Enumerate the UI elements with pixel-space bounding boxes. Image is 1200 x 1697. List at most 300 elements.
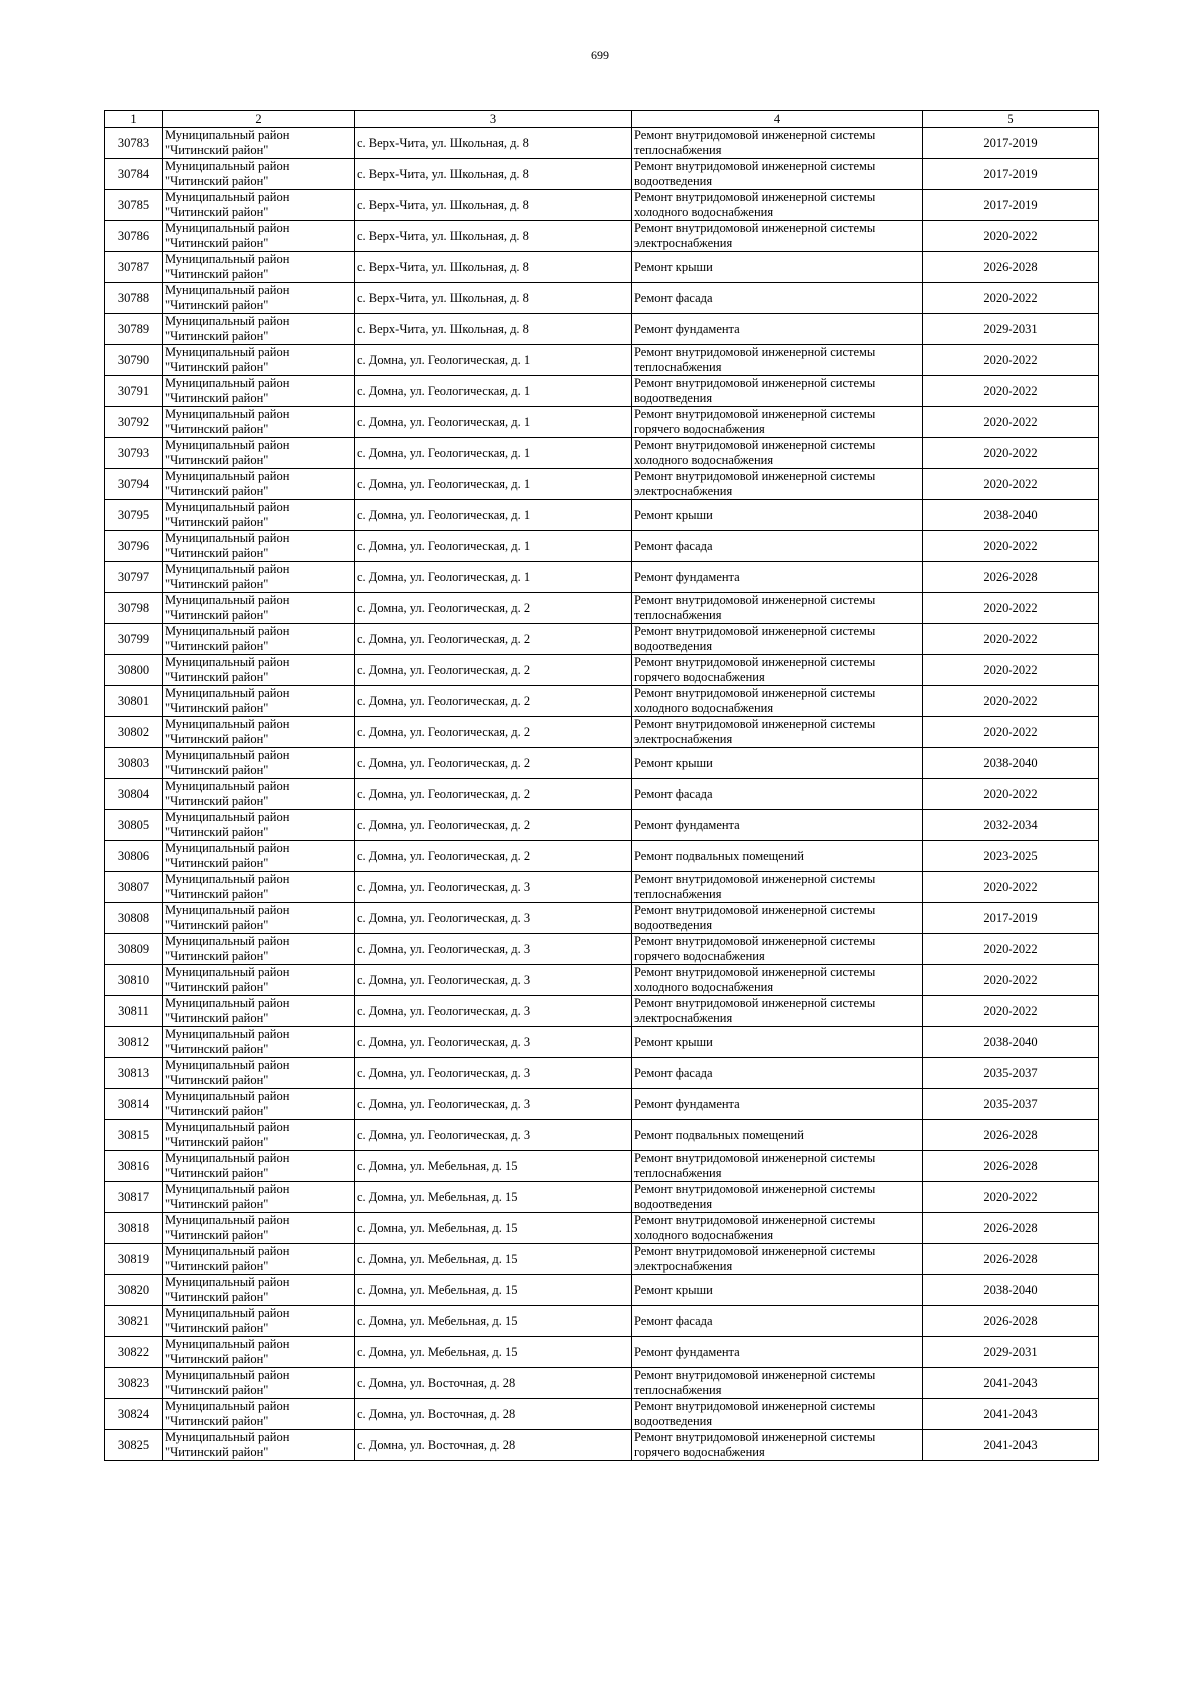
period-cell: 2017-2019	[923, 128, 1099, 159]
municipality-line: "Читинский район"	[165, 1352, 269, 1366]
period-cell: 2026-2028	[923, 1120, 1099, 1151]
row-number-cell: 30807	[105, 872, 163, 903]
period-cell: 2020-2022	[923, 934, 1099, 965]
municipality-line: Муниципальный район	[165, 345, 290, 359]
column-number-row	[105, 111, 1099, 128]
municipality-line: "Читинский район"	[165, 1414, 269, 1428]
work-type-cell	[632, 1089, 923, 1120]
table-row	[105, 190, 1099, 221]
address-cell: с. Домна, ул. Геологическая, д. 3	[355, 996, 632, 1027]
table-row	[105, 1182, 1099, 1213]
work-type-line: горячего водоснабжения	[634, 670, 765, 684]
row-number-cell: 30784	[105, 159, 163, 190]
address-cell: с. Домна, ул. Геологическая, д. 1	[355, 531, 632, 562]
work-type-line: Ремонт внутридомовой инженерной системы	[634, 159, 876, 173]
table-row	[105, 1368, 1099, 1399]
column-header: 2	[163, 111, 355, 128]
municipality-cell	[163, 438, 355, 469]
work-type-line: Ремонт фундамента	[634, 817, 740, 832]
work-type-cell	[632, 779, 923, 810]
work-type-cell	[632, 872, 923, 903]
work-type-line: Ремонт фасада	[634, 538, 713, 553]
municipality-line: Муниципальный район	[165, 469, 290, 483]
municipality-cell	[163, 934, 355, 965]
work-type-line: Ремонт внутридомовой инженерной системы	[634, 1244, 876, 1258]
work-type-cell	[632, 190, 923, 221]
table-row	[105, 283, 1099, 314]
work-type-cell	[632, 438, 923, 469]
work-type-line: теплоснабжения	[634, 143, 722, 157]
municipality-cell	[163, 1399, 355, 1430]
row-number-cell: 30799	[105, 624, 163, 655]
table-row	[105, 1027, 1099, 1058]
work-type-line: Ремонт внутридомовой инженерной системы	[634, 717, 876, 731]
address-cell: с. Домна, ул. Геологическая, д. 2	[355, 841, 632, 872]
municipality-line: "Читинский район"	[165, 298, 269, 312]
municipality-cell	[163, 810, 355, 841]
row-number-cell: 30794	[105, 469, 163, 500]
municipality-line: Муниципальный район	[165, 593, 290, 607]
table-row	[105, 841, 1099, 872]
municipality-cell	[163, 500, 355, 531]
period-cell: 2026-2028	[923, 562, 1099, 593]
address-cell: с. Домна, ул. Геологическая, д. 1	[355, 500, 632, 531]
address-cell: с. Домна, ул. Мебельная, д. 15	[355, 1337, 632, 1368]
period-cell: 2017-2019	[923, 159, 1099, 190]
period-cell: 2038-2040	[923, 500, 1099, 531]
address-cell: с. Верх-Чита, ул. Школьная, д. 8	[355, 159, 632, 190]
work-type-line: Ремонт крыши	[634, 1034, 713, 1049]
address-cell: с. Домна, ул. Мебельная, д. 15	[355, 1306, 632, 1337]
work-type-cell	[632, 1213, 923, 1244]
period-cell: 2020-2022	[923, 283, 1099, 314]
period-cell: 2020-2022	[923, 345, 1099, 376]
work-type-line: Ремонт внутридомовой инженерной системы	[634, 934, 876, 948]
address-cell: с. Домна, ул. Геологическая, д. 1	[355, 438, 632, 469]
address-cell: с. Домна, ул. Геологическая, д. 2	[355, 748, 632, 779]
municipality-line: Муниципальный район	[165, 717, 290, 731]
work-type-line: Ремонт крыши	[634, 1282, 713, 1297]
table-row	[105, 810, 1099, 841]
work-type-cell	[632, 1275, 923, 1306]
municipality-line: "Читинский район"	[165, 949, 269, 963]
address-cell: с. Домна, ул. Геологическая, д. 2	[355, 686, 632, 717]
work-type-cell	[632, 655, 923, 686]
work-type-cell	[632, 314, 923, 345]
work-type-line: теплоснабжения	[634, 608, 722, 622]
period-cell: 2020-2022	[923, 221, 1099, 252]
row-number-cell: 30797	[105, 562, 163, 593]
period-cell: 2017-2019	[923, 190, 1099, 221]
municipality-cell	[163, 686, 355, 717]
municipality-cell	[163, 1213, 355, 1244]
municipality-line: "Читинский район"	[165, 1259, 269, 1273]
municipality-cell	[163, 1430, 355, 1461]
municipality-line: "Читинский район"	[165, 267, 269, 281]
work-type-line: Ремонт фундамента	[634, 569, 740, 584]
municipality-line: "Читинский район"	[165, 732, 269, 746]
work-type-line: Ремонт подвальных помещений	[634, 848, 804, 863]
work-type-cell	[632, 221, 923, 252]
municipality-line: Муниципальный район	[165, 500, 290, 514]
municipality-line: "Читинский район"	[165, 980, 269, 994]
municipality-cell	[163, 562, 355, 593]
work-type-cell	[632, 1337, 923, 1368]
municipality-cell	[163, 624, 355, 655]
work-type-cell	[632, 841, 923, 872]
table-row	[105, 1151, 1099, 1182]
work-type-cell	[632, 810, 923, 841]
row-number-cell: 30790	[105, 345, 163, 376]
address-cell: с. Домна, ул. Геологическая, д. 3	[355, 1120, 632, 1151]
row-number-cell: 30824	[105, 1399, 163, 1430]
municipality-cell	[163, 159, 355, 190]
period-cell: 2041-2043	[923, 1399, 1099, 1430]
municipality-line: "Читинский район"	[165, 546, 269, 560]
address-cell: с. Домна, ул. Геологическая, д. 1	[355, 562, 632, 593]
municipality-line: "Читинский район"	[165, 794, 269, 808]
row-number-cell: 30800	[105, 655, 163, 686]
row-number-cell: 30783	[105, 128, 163, 159]
period-cell: 2020-2022	[923, 779, 1099, 810]
row-number-cell: 30787	[105, 252, 163, 283]
row-number-cell: 30806	[105, 841, 163, 872]
address-cell: с. Домна, ул. Геологическая, д. 3	[355, 1089, 632, 1120]
address-cell: с. Домна, ул. Геологическая, д. 1	[355, 407, 632, 438]
municipality-cell	[163, 717, 355, 748]
municipality-line: Муниципальный район	[165, 1399, 290, 1413]
row-number-cell: 30821	[105, 1306, 163, 1337]
work-type-line: Ремонт внутридомовой инженерной системы	[634, 438, 876, 452]
municipality-line: Муниципальный район	[165, 314, 290, 328]
municipality-line: Муниципальный район	[165, 407, 290, 421]
municipality-line: Муниципальный район	[165, 283, 290, 297]
municipality-line: Муниципальный район	[165, 1151, 290, 1165]
period-cell: 2038-2040	[923, 1275, 1099, 1306]
work-type-line: холодного водоснабжения	[634, 701, 774, 715]
row-number-cell: 30825	[105, 1430, 163, 1461]
municipality-line: "Читинский район"	[165, 1290, 269, 1304]
address-cell: с. Домна, ул. Геологическая, д. 2	[355, 624, 632, 655]
municipality-line: Муниципальный район	[165, 1089, 290, 1103]
table-row	[105, 1275, 1099, 1306]
table-row	[105, 965, 1099, 996]
municipality-cell	[163, 252, 355, 283]
municipality-line: Муниципальный район	[165, 1120, 290, 1134]
work-type-line: Ремонт внутридомовой инженерной системы	[634, 686, 876, 700]
municipality-line: "Читинский район"	[165, 453, 269, 467]
work-type-line: Ремонт фундамента	[634, 1096, 740, 1111]
address-cell: с. Домна, ул. Мебельная, д. 15	[355, 1275, 632, 1306]
repair-schedule-table	[104, 110, 1099, 1461]
address-cell: с. Домна, ул. Геологическая, д. 3	[355, 965, 632, 996]
work-type-cell	[632, 531, 923, 562]
period-cell: 2020-2022	[923, 965, 1099, 996]
address-cell: с. Домна, ул. Геологическая, д. 2	[355, 717, 632, 748]
municipality-line: "Читинский район"	[165, 360, 269, 374]
table-row	[105, 779, 1099, 810]
table-row	[105, 1399, 1099, 1430]
municipality-cell	[163, 314, 355, 345]
work-type-line: Ремонт внутридомовой инженерной системы	[634, 1430, 876, 1444]
work-type-line: электроснабжения	[634, 1011, 733, 1025]
period-cell: 2035-2037	[923, 1089, 1099, 1120]
period-cell: 2029-2031	[923, 314, 1099, 345]
period-cell: 2026-2028	[923, 252, 1099, 283]
period-cell: 2020-2022	[923, 593, 1099, 624]
work-type-cell	[632, 624, 923, 655]
municipality-line: "Читинский район"	[165, 1228, 269, 1242]
period-cell: 2041-2043	[923, 1368, 1099, 1399]
address-cell: с. Домна, ул. Восточная, д. 28	[355, 1368, 632, 1399]
work-type-cell	[632, 1306, 923, 1337]
work-type-cell	[632, 1120, 923, 1151]
municipality-cell	[163, 748, 355, 779]
municipality-line: Муниципальный район	[165, 841, 290, 855]
table-row	[105, 1120, 1099, 1151]
work-type-line: холодного водоснабжения	[634, 1228, 774, 1242]
municipality-line: Муниципальный район	[165, 996, 290, 1010]
period-cell: 2041-2043	[923, 1430, 1099, 1461]
work-type-line: Ремонт подвальных помещений	[634, 1127, 804, 1142]
municipality-cell	[163, 1151, 355, 1182]
work-type-line: холодного водоснабжения	[634, 980, 774, 994]
municipality-cell	[163, 190, 355, 221]
table-row	[105, 469, 1099, 500]
address-cell: с. Домна, ул. Мебельная, д. 15	[355, 1182, 632, 1213]
period-cell: 2038-2040	[923, 1027, 1099, 1058]
column-header: 5	[923, 111, 1099, 128]
table-row	[105, 624, 1099, 655]
municipality-line: Муниципальный район	[165, 531, 290, 545]
address-cell: с. Домна, ул. Восточная, д. 28	[355, 1399, 632, 1430]
municipality-line: Муниципальный район	[165, 221, 290, 235]
row-number-cell: 30786	[105, 221, 163, 252]
table-row	[105, 1213, 1099, 1244]
municipality-line: "Читинский район"	[165, 1042, 269, 1056]
work-type-cell	[632, 1430, 923, 1461]
municipality-cell	[163, 345, 355, 376]
address-cell: с. Домна, ул. Геологическая, д. 2	[355, 655, 632, 686]
row-number-cell: 30792	[105, 407, 163, 438]
municipality-line: Муниципальный район	[165, 1275, 290, 1289]
municipality-line: "Читинский район"	[165, 1073, 269, 1087]
row-number-cell: 30810	[105, 965, 163, 996]
work-type-line: Ремонт внутридомовой инженерной системы	[634, 1368, 876, 1382]
row-number-cell: 30801	[105, 686, 163, 717]
work-type-line: горячего водоснабжения	[634, 949, 765, 963]
work-type-line: горячего водоснабжения	[634, 1445, 765, 1459]
municipality-cell	[163, 655, 355, 686]
work-type-cell	[632, 159, 923, 190]
municipality-line: Муниципальный район	[165, 903, 290, 917]
municipality-line: Муниципальный район	[165, 1430, 290, 1444]
table-row	[105, 655, 1099, 686]
work-type-line: Ремонт внутридомовой инженерной системы	[634, 872, 876, 886]
municipality-line: Муниципальный район	[165, 438, 290, 452]
municipality-line: "Читинский район"	[165, 205, 269, 219]
municipality-line: "Читинский район"	[165, 422, 269, 436]
municipality-line: "Читинский район"	[165, 577, 269, 591]
row-number-cell: 30808	[105, 903, 163, 934]
work-type-line: водоотведения	[634, 1414, 713, 1428]
table-row	[105, 903, 1099, 934]
period-cell: 2020-2022	[923, 655, 1099, 686]
work-type-cell	[632, 345, 923, 376]
work-type-line: водоотведения	[634, 1197, 713, 1211]
row-number-cell: 30817	[105, 1182, 163, 1213]
period-cell: 2020-2022	[923, 1182, 1099, 1213]
municipality-cell	[163, 376, 355, 407]
table-row	[105, 1337, 1099, 1368]
row-number-cell: 30805	[105, 810, 163, 841]
municipality-line: "Читинский район"	[165, 174, 269, 188]
municipality-line: Муниципальный район	[165, 1027, 290, 1041]
municipality-line: "Читинский район"	[165, 1135, 269, 1149]
table-row	[105, 221, 1099, 252]
address-cell: с. Домна, ул. Геологическая, д. 3	[355, 903, 632, 934]
municipality-line: Муниципальный район	[165, 1337, 290, 1351]
row-number-cell: 30814	[105, 1089, 163, 1120]
period-cell: 2020-2022	[923, 438, 1099, 469]
row-number-cell: 30815	[105, 1120, 163, 1151]
period-cell: 2029-2031	[923, 1337, 1099, 1368]
period-cell: 2020-2022	[923, 996, 1099, 1027]
work-type-line: холодного водоснабжения	[634, 453, 774, 467]
address-cell: с. Верх-Чита, ул. Школьная, д. 8	[355, 128, 632, 159]
row-number-cell: 30796	[105, 531, 163, 562]
period-cell: 2020-2022	[923, 686, 1099, 717]
work-type-line: Ремонт фундамента	[634, 1344, 740, 1359]
row-number-cell: 30820	[105, 1275, 163, 1306]
work-type-cell	[632, 500, 923, 531]
work-type-cell	[632, 376, 923, 407]
municipality-cell	[163, 996, 355, 1027]
municipality-line: Муниципальный район	[165, 128, 290, 142]
work-type-line: Ремонт внутридомовой инженерной системы	[634, 469, 876, 483]
period-cell: 2020-2022	[923, 531, 1099, 562]
work-type-line: электроснабжения	[634, 1259, 733, 1273]
address-cell: с. Домна, ул. Геологическая, д. 2	[355, 779, 632, 810]
work-type-line: Ремонт крыши	[634, 507, 713, 522]
municipality-cell	[163, 1182, 355, 1213]
row-number-cell: 30803	[105, 748, 163, 779]
period-cell: 2020-2022	[923, 872, 1099, 903]
work-type-cell	[632, 469, 923, 500]
table-row	[105, 531, 1099, 562]
municipality-cell	[163, 779, 355, 810]
row-number-cell: 30789	[105, 314, 163, 345]
table-row	[105, 500, 1099, 531]
municipality-cell	[163, 531, 355, 562]
address-cell: с. Домна, ул. Мебельная, д. 15	[355, 1151, 632, 1182]
municipality-cell	[163, 903, 355, 934]
municipality-line: "Читинский район"	[165, 1011, 269, 1025]
municipality-line: Муниципальный район	[165, 810, 290, 824]
work-type-cell	[632, 717, 923, 748]
table-row	[105, 872, 1099, 903]
municipality-line: "Читинский район"	[165, 1166, 269, 1180]
table-row	[105, 159, 1099, 190]
period-cell: 2020-2022	[923, 376, 1099, 407]
address-cell: с. Домна, ул. Геологическая, д. 3	[355, 1027, 632, 1058]
work-type-cell	[632, 252, 923, 283]
page-number: 699	[591, 48, 609, 62]
table-row	[105, 345, 1099, 376]
work-type-line: Ремонт внутридомовой инженерной системы	[634, 407, 876, 421]
table-row	[105, 1244, 1099, 1275]
municipality-line: Муниципальный район	[165, 624, 290, 638]
municipality-line: "Читинский район"	[165, 608, 269, 622]
work-type-line: Ремонт фундамента	[634, 321, 740, 336]
municipality-line: "Читинский район"	[165, 484, 269, 498]
row-number-cell: 30813	[105, 1058, 163, 1089]
row-number-cell: 30804	[105, 779, 163, 810]
row-number-cell: 30822	[105, 1337, 163, 1368]
table-row	[105, 934, 1099, 965]
work-type-cell	[632, 593, 923, 624]
period-cell: 2026-2028	[923, 1244, 1099, 1275]
table-row	[105, 438, 1099, 469]
work-type-line: Ремонт внутридомовой инженерной системы	[634, 1151, 876, 1165]
municipality-line: Муниципальный район	[165, 376, 290, 390]
address-cell: с. Домна, ул. Мебельная, д. 15	[355, 1213, 632, 1244]
municipality-line: Муниципальный район	[165, 1182, 290, 1196]
row-number-cell: 30816	[105, 1151, 163, 1182]
column-header: 3	[355, 111, 632, 128]
municipality-cell	[163, 593, 355, 624]
municipality-cell	[163, 872, 355, 903]
municipality-line: Муниципальный район	[165, 1213, 290, 1227]
work-type-cell	[632, 407, 923, 438]
municipality-line: Муниципальный район	[165, 159, 290, 173]
work-type-cell	[632, 1244, 923, 1275]
column-header: 1	[105, 111, 163, 128]
table-row	[105, 748, 1099, 779]
address-cell: с. Домна, ул. Геологическая, д. 2	[355, 810, 632, 841]
municipality-cell	[163, 1058, 355, 1089]
work-type-cell	[632, 1368, 923, 1399]
period-cell: 2020-2022	[923, 469, 1099, 500]
work-type-line: теплоснабжения	[634, 360, 722, 374]
municipality-line: Муниципальный район	[165, 934, 290, 948]
municipality-line: "Читинский район"	[165, 1445, 269, 1459]
row-number-cell: 30798	[105, 593, 163, 624]
municipality-line: Муниципальный район	[165, 748, 290, 762]
period-cell: 2032-2034	[923, 810, 1099, 841]
period-cell: 2035-2037	[923, 1058, 1099, 1089]
municipality-line: Муниципальный район	[165, 1306, 290, 1320]
table-row	[105, 252, 1099, 283]
municipality-line: Муниципальный район	[165, 252, 290, 266]
municipality-line: Муниципальный район	[165, 655, 290, 669]
municipality-line: Муниципальный район	[165, 1368, 290, 1382]
work-type-cell	[632, 1027, 923, 1058]
row-number-cell: 30823	[105, 1368, 163, 1399]
table-row	[105, 1058, 1099, 1089]
row-number-cell: 30785	[105, 190, 163, 221]
work-type-line: Ремонт внутридомовой инженерной системы	[634, 1182, 876, 1196]
work-type-line: Ремонт фасада	[634, 1313, 713, 1328]
municipality-line: "Читинский район"	[165, 825, 269, 839]
municipality-line: Муниципальный район	[165, 686, 290, 700]
address-cell: с. Домна, ул. Геологическая, д. 3	[355, 934, 632, 965]
work-type-line: Ремонт крыши	[634, 259, 713, 274]
period-cell: 2023-2025	[923, 841, 1099, 872]
municipality-line: "Читинский район"	[165, 329, 269, 343]
municipality-line: "Читинский район"	[165, 918, 269, 932]
municipality-line: "Читинский район"	[165, 670, 269, 684]
